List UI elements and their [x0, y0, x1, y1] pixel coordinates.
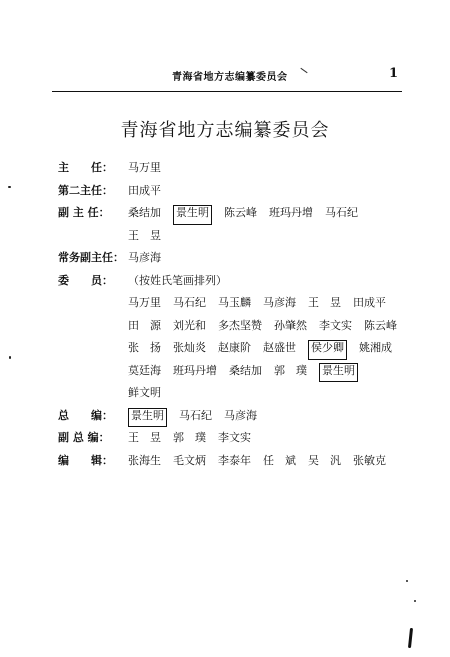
member-name: 王 昱	[128, 228, 161, 242]
member-name: 莫廷海	[128, 363, 161, 377]
roster-row	[58, 405, 398, 428]
member-name: 班玛丹增	[269, 206, 313, 219]
member-name: 张灿炎	[173, 341, 206, 354]
scan-speck	[8, 186, 11, 188]
roster-row	[58, 247, 398, 270]
roster-names	[128, 180, 398, 203]
member-name-boxed: 景生明	[128, 408, 167, 428]
member-name: 赵康阶	[218, 341, 251, 354]
member-name: 陈云峰	[364, 318, 397, 332]
member-name: 田成平	[128, 183, 161, 197]
member-name: 李文实	[319, 318, 352, 332]
member-name: 马石纪	[325, 206, 358, 219]
roster-row	[58, 157, 398, 180]
member-name: 田 源	[128, 318, 161, 332]
running-title: 青海省地方志编纂委员会	[172, 72, 288, 83]
roster-names	[128, 450, 398, 473]
member-name-boxed: 侯少卿	[308, 340, 347, 360]
member-name-boxed: 景生明	[173, 205, 212, 225]
member-name: 张敏克	[353, 453, 386, 467]
roster-row	[58, 202, 398, 247]
member-name: 姚湘成	[359, 341, 392, 354]
member-name: 桑结加	[128, 206, 161, 219]
member-name: 多杰坚赞	[218, 318, 262, 332]
member-name: 郭 璞	[173, 431, 206, 444]
roster-row	[58, 180, 398, 203]
member-name: 田成平	[353, 296, 386, 309]
roster-names	[128, 270, 398, 405]
roster-row	[58, 270, 398, 405]
page-number: 1	[388, 66, 398, 81]
member-name: 马石纪	[173, 296, 206, 309]
scan-speck	[414, 600, 416, 602]
member-name: 王 昱	[128, 431, 161, 444]
header-rule	[52, 91, 402, 92]
member-name: 马玉麟	[218, 296, 251, 309]
member-name: 马万里	[128, 296, 161, 309]
member-name: 张海生	[128, 453, 161, 467]
ordering-note: （按姓氏笔画排列）	[128, 273, 227, 287]
roster-names	[128, 247, 398, 270]
roster-role: 副 主 任：	[58, 206, 110, 219]
member-name: 任 斌	[263, 453, 296, 467]
member-name: 马石纪	[179, 408, 212, 422]
roster-names	[128, 157, 398, 180]
roster-row	[58, 427, 398, 450]
scan-speck	[406, 580, 408, 582]
member-name: 吴 汎	[308, 453, 341, 467]
member-name: 孙肇然	[274, 318, 307, 332]
member-name: 马彦海	[128, 251, 161, 264]
roster-names	[128, 427, 398, 450]
member-name: 毛文炳	[173, 453, 206, 467]
member-name: 陈云峰	[224, 206, 257, 219]
roster-role: 主 任：	[58, 161, 113, 174]
member-name: 李泰年	[218, 453, 251, 467]
member-name: 赵盛世	[263, 341, 296, 354]
roster-role: 常务副主任：	[58, 251, 124, 264]
member-name: 郭 璞	[274, 363, 307, 377]
member-name: 班玛丹增	[173, 363, 217, 377]
roster-names	[128, 202, 398, 247]
roster-role: 总 编：	[58, 408, 113, 422]
member-name-boxed: 景生明	[319, 363, 358, 383]
roster-role: 委 员：	[58, 273, 113, 287]
member-name: 马万里	[128, 161, 161, 174]
member-name: 鲜文明	[128, 386, 161, 399]
member-name: 马彦海	[263, 296, 296, 309]
page-header	[52, 68, 402, 88]
scan-speck	[9, 356, 11, 359]
member-name: 王 昱	[308, 296, 341, 309]
committee-roster	[58, 157, 398, 472]
document-title: 青海省地方志编纂委员会	[120, 120, 330, 141]
roster-role: 编 辑：	[58, 453, 113, 467]
roster-row	[58, 450, 398, 473]
member-name: 刘光和	[173, 318, 206, 332]
member-name: 张 扬	[128, 341, 161, 354]
roster-names	[128, 405, 398, 428]
roster-role: 第二主任：	[58, 183, 113, 197]
member-name: 马彦海	[224, 408, 257, 422]
roster-role: 副 总 编：	[58, 431, 110, 444]
pen-mark	[408, 628, 413, 648]
member-name: 桑结加	[229, 363, 262, 377]
member-name: 李文实	[218, 431, 251, 444]
